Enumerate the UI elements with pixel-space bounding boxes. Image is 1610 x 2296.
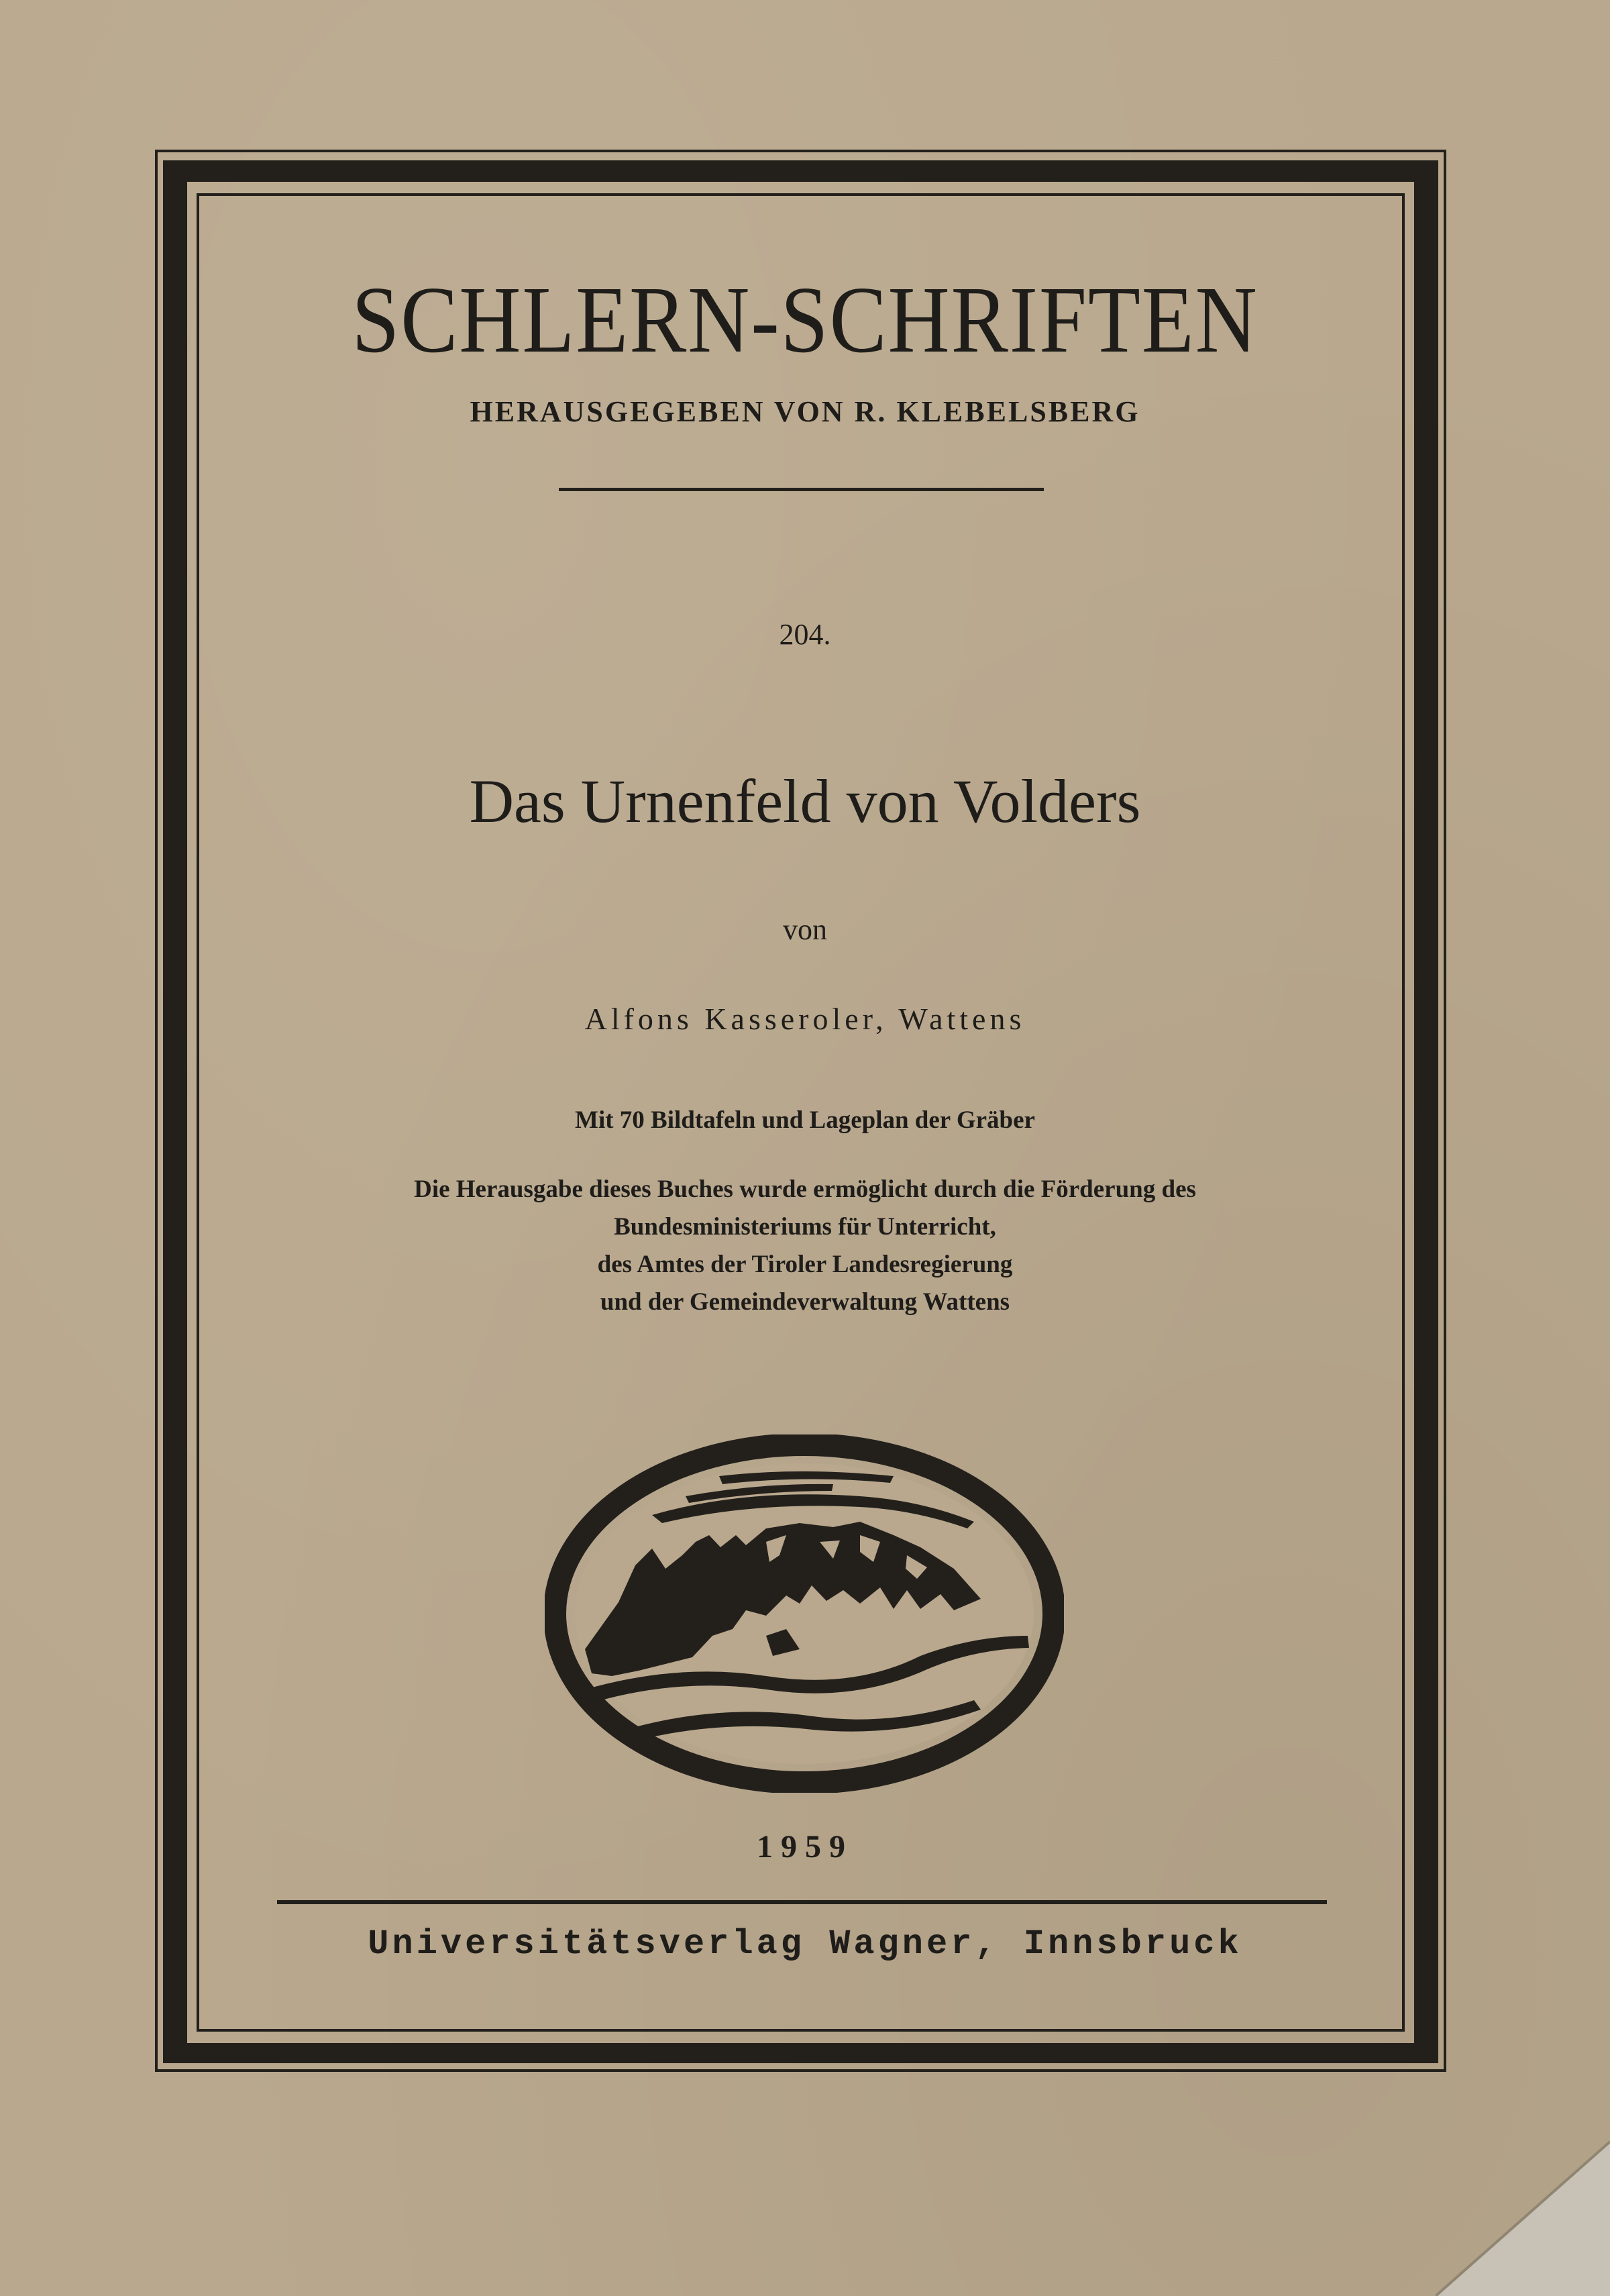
publisher-divider	[277, 1900, 1327, 1904]
title-divider	[559, 488, 1044, 491]
funding-line: des Amtes der Tiroler Landesregierung	[597, 1251, 1013, 1278]
funding-line: und der Gemeindeverwaltung Wattens	[600, 1288, 1010, 1316]
publisher: Universitätsverlag Wagner, Innsbruck	[368, 1924, 1242, 1964]
series-title: SCHLERN-SCHRIFTEN	[352, 266, 1258, 372]
mountain-landscape-oval-emblem-icon	[545, 1434, 1064, 1793]
folded-corner	[1436, 2128, 1610, 2296]
plates-note: Mit 70 Bildtafeln und Lageplan der Gräber	[575, 1106, 1035, 1134]
funding-line: Bundesministeriums für Unterricht,	[614, 1213, 996, 1241]
publication-year: 1959	[757, 1829, 853, 1865]
book-title: Das Urnenfeld von Volders	[469, 767, 1141, 835]
volume-number: 204.	[779, 618, 831, 651]
author-name: Alfons Kasseroler, Wattens	[584, 1002, 1026, 1036]
funding-line: Die Herausgabe dieses Buches wurde ermöglicht durch die Förderung des	[414, 1176, 1196, 1203]
by-word: von	[783, 913, 827, 946]
editor-line: HERAUSGEGEBEN VON R. KLEBELSBERG	[470, 395, 1140, 428]
